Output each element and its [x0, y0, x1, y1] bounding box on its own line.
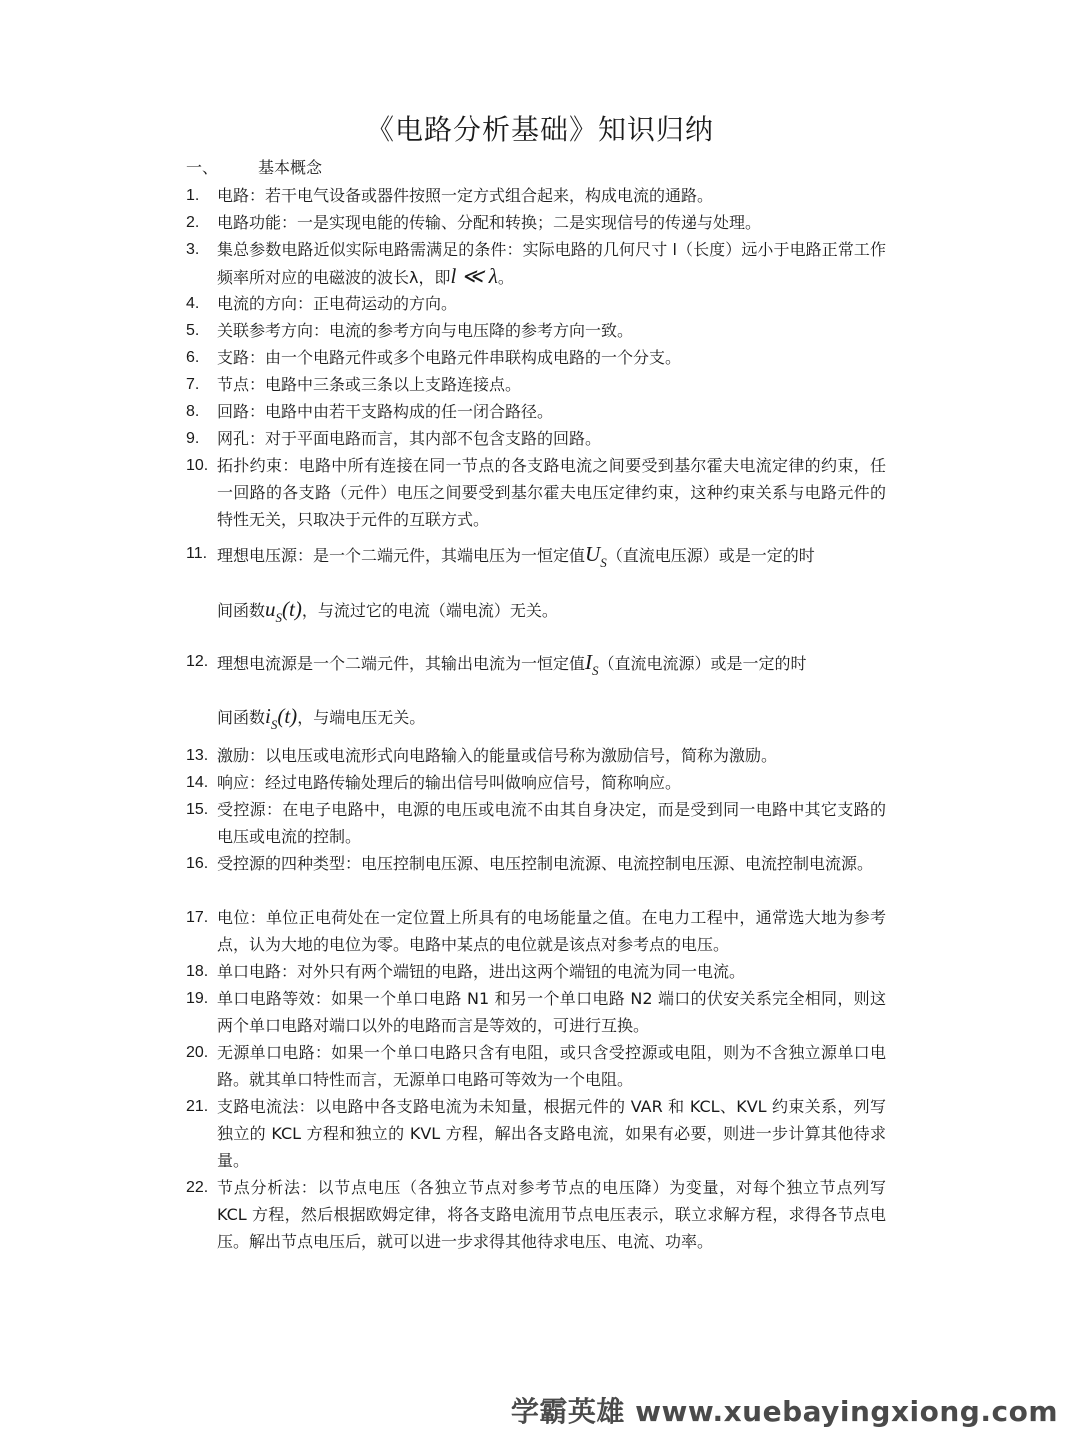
item-number: 6. [186, 349, 200, 366]
item-text-cont: （直流电流源）或是一定的时 [598, 654, 807, 673]
item-number: 8. [186, 403, 200, 420]
item-number: 4. [186, 295, 200, 312]
item-number: 13. [186, 747, 209, 764]
item-number: 16. [186, 855, 209, 872]
item-number: 21. [186, 1098, 209, 1115]
list-item [186, 317, 886, 344]
item-text: 受控源：在电子电路中，电源的电压或电流不由其自身决定，而是受到同一电路中其它支路的电压或电流的控制。 [217, 800, 886, 846]
list-item [186, 182, 886, 209]
list-item [186, 425, 886, 452]
function-arg: (t) [277, 704, 298, 728]
item-text: 激励：以电压或电流形式向电路输入的能量或信号称为激励信号，简称为激励。 [217, 746, 778, 765]
symbol-is: i [265, 704, 271, 728]
item-text: 关联参考方向：电流的参考方向与电压降的参考方向一致。 [217, 321, 634, 340]
item-text: 集总参数电路近似实际电路需满足的条件：实际电路的几何尺寸 l（长度）远小于电路正常工作频率所对应的电磁波的波长λ，即 [217, 240, 886, 287]
item-text-end: ，与流过它的电流（端电流）无关。 [301, 601, 558, 620]
list-item [186, 398, 886, 425]
list-item [186, 742, 886, 769]
list-item [186, 1039, 886, 1093]
list-item [186, 985, 886, 1039]
item-text: 单口电路等效：如果一个单口电路 N1 和另一个单口电路 N2 端口的伏安关系完全相同，则这两个单口电路对端口以外的电路而言是等效的，可进行互换。 [217, 989, 886, 1035]
item-text: 电路：若干电气设备或器件按照一定方式组合起来，构成电流的通路。 [217, 186, 714, 205]
item-number: 10. [186, 457, 209, 474]
item-number: 11. [186, 545, 208, 562]
subscript-s: S [600, 555, 607, 570]
list-item [186, 958, 886, 985]
list-item [186, 452, 886, 533]
subscript-s: S [270, 717, 278, 732]
subscript-s: S [275, 610, 283, 625]
page-title: 《电路分析基础》知识归纳 [365, 113, 714, 146]
list-item [186, 290, 886, 317]
item-text: 支路：由一个电路元件或多个电路元件串联构成电路的一个分支。 [217, 348, 682, 367]
item-text: 拓扑约束：电路中所有连接在同一节点的各支路电流之间要受到基尔霍夫电流定律的约束，任一回路的各支路（元件）电压之间要受到基尔霍夫电压定律约束，这种约束关系与电路元件的特性无关，只取决于元件的互联方式。 [217, 456, 886, 529]
item-number: 12. [186, 653, 209, 670]
item-text: 单口电路：对外只有两个端钮的电路，进出这两个端钮的电流为同一电流。 [217, 962, 746, 981]
section-number: 一、 [186, 158, 219, 177]
item-text: 电路功能：一是实现电能的传输、分配和转换；二是实现信号的传递与处理。 [217, 213, 762, 232]
item-number: 22. [186, 1179, 209, 1196]
list-item-continuation [186, 595, 886, 632]
subscript-s: S [592, 663, 599, 678]
item-text: 网孔：对于平面电路而言，其内部不包含支路的回路。 [217, 429, 602, 448]
item-text: 节点分析法：以节点电压（各独立节点对参考节点的电压降）为变量，对每个独立节点列写 KCL 方程，然后根据欧姆定律，将各支路电流用节点电压表示，联立求解方程，求得各节点电压。解出节点电压后，就可以进一步求得其他待求电压、电流、功率。 [217, 1178, 886, 1251]
item-number: 9. [186, 430, 200, 447]
math-inequality: l ≪ λ [450, 264, 498, 288]
item-number: 7. [186, 376, 200, 393]
item-number: 3. [186, 241, 200, 258]
list-item-continuation [186, 702, 886, 739]
list-item [186, 209, 886, 236]
item-number: 5. [186, 322, 200, 339]
section-title: 基本概念 [258, 158, 323, 177]
item-text: 电流的方向：正电荷运动的方向。 [217, 294, 458, 313]
item-text: 理想电压源：是一个二端元件，其端电压为一恒定值 [217, 546, 586, 565]
list-item [186, 1093, 886, 1174]
function-arg: (t) [282, 597, 302, 621]
list-item [186, 236, 886, 291]
item-text-end: ，与端电压无关。 [297, 708, 426, 727]
list-item [186, 344, 886, 371]
item-number: 14. [186, 774, 209, 791]
list-item [186, 371, 886, 398]
item-text: 受控源的四种类型：电压控制电压源、电压控制电流源、电流控制电压源、电流控制电流源。 [217, 854, 874, 873]
list-item [186, 648, 886, 685]
list-item [186, 796, 886, 850]
item-text: 回路：电路中由若干支路构成的任一闭合路径。 [217, 402, 554, 421]
item-text: 节点：电路中三条或三条以上支路连接点。 [217, 375, 522, 394]
symbol-us: u [265, 597, 276, 621]
item-text-cont: （直流电压源）或是一定的时 [606, 546, 815, 565]
item-number: 2. [186, 214, 200, 231]
symbol-Is: I [585, 650, 593, 674]
item-text: 响应：经过电路传输处理后的输出信号叫做响应信号，简称响应。 [217, 773, 682, 792]
item-text: 电位：单位正电荷处在一定位置上所具有的电场能量之值。在电力工程中，通常选大地为参考点，认为大地的电位为零。电路中某点的电位就是该点对参考点的电压。 [217, 908, 886, 954]
item-number: 19. [186, 990, 209, 1007]
symbol-Us: U [585, 542, 601, 566]
item-text: 支路电流法：以电路中各支路电流为未知量，根据元件的 VAR 和 KCL、KVL 约束关系，列写独立的 KCL 方程和独立的 KVL 方程，解出各支路电流，如果有必要，则进一步计算其他待求量。 [217, 1097, 886, 1170]
list-item [186, 904, 886, 958]
list-item [186, 540, 886, 577]
list-item [186, 1174, 886, 1255]
list-item [186, 769, 886, 796]
item-text: 理想电流源是一个二端元件，其输出电流为一恒定值 [217, 654, 586, 673]
section-heading [186, 156, 322, 180]
item-number: 20. [186, 1044, 209, 1061]
item-tail: 。 [497, 268, 514, 287]
item-text-line2: 间函数 [217, 601, 266, 620]
item-text: 无源单口电路：如果一个单口电路只含有电阻，或只含受控源或电阻，则为不含独立源单口电路。就其单口特性而言，无源单口电路可等效为一个电阻。 [217, 1043, 886, 1089]
item-text-line2: 间函数 [217, 708, 266, 727]
item-number: 1. [186, 187, 200, 204]
item-number: 18. [186, 963, 209, 980]
watermark: 学霸英雄 www.xuebayingxiong.com [510, 1395, 1058, 1428]
item-number: 15. [186, 801, 209, 818]
item-number: 17. [186, 909, 209, 926]
list-item [186, 850, 886, 877]
